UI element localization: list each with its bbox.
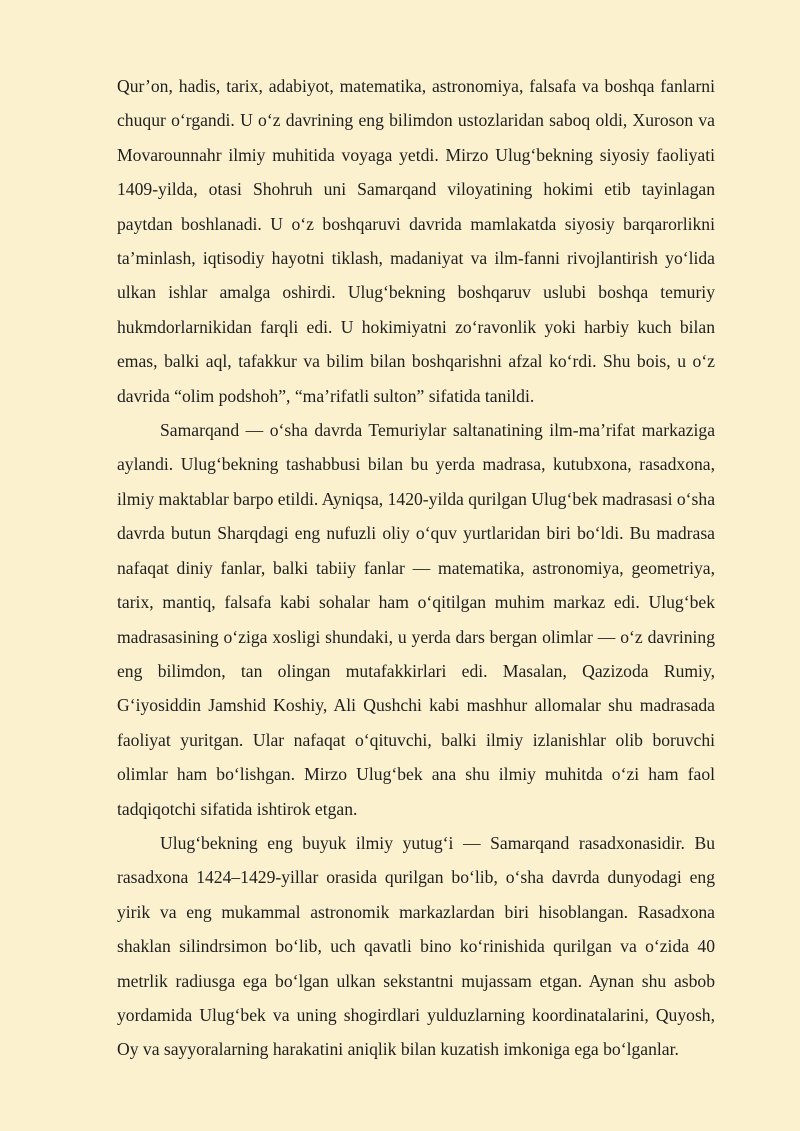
paragraph-3: Ulug‘bekning eng buyuk ilmiy yutug‘i — Samarqand rasadxonasidir. Bu rasadxona 1424–1429-yillar orasida qurilgan bo‘lib, o‘sha davrda dunyodagi eng yirik va eng mukammal astronomik markazlardan biri hisoblangan. Rasadxona shaklan silindrsimon bo‘lib, uch qavatli bino ko‘rinishida qurilgan va o‘zida 40 metrlik radiusga ega bo‘lgan ulkan sekstantni mujassam etgan. Aynan shu asbob yordamida Ulug‘bek va uning shogirdlari yulduzlarning koordinatalarini, Quyosh, Oy va sayyoralarning harakatini aniqlik bilan kuzatish imkoniga ega bo‘lganlar.	[117, 832, 715, 1060]
paragraph-2: Samarqand — o‘sha davrda Temuriylar saltanatining ilm-ma’rifat markaziga aylandi. Ulug‘bekning tashabbusi bilan bu yerda madrasa, kutubxona, rasadxona, ilmiy maktablar barpo etildi. Ayniqsa, 1420-yilda qurilgan Ulug‘bek madrasasi o‘sha davrda butun Sharqdagi eng nufuzli oliy o‘quv yurtlaridan biri bo‘ldi. Bu madrasa nafaqat diniy fanlar, balki tabiiy fanlar — matematika, astronomiya, geometriya, tarix, mantiq, falsafa kabi sohalar ham o‘qitilgan muhim markaz edi. Ulug‘bek madrasasining o‘ziga xosligi shundaki, u yerda dars bergan olimlar — o‘z davrining eng bilimdon, tan olingan mutafakkirlari edi. Masalan, Qazizoda Rumiy, G‘iyosiddin Jamshid Koshiy, Ali Qushchi kabi mashhur allomalar shu madrasada faoliyat yuritgan. Ular nafaqat o‘qituvchi, balki ilmiy izlanishlar olib boruvchi olimlar ham bo‘lishgan. Mirzo Ulug‘bek ana shu ilmiy muhitda o‘zi ham faol tadqiqotchi sifatida ishtirok etgan.	[117, 420, 715, 819]
paragraph-1: Qur’on, hadis, tarix, adabiyot, matematika, astronomiya, falsafa va boshqa fanlarni chuqur o‘rgandi. U o‘z davrining eng bilimdon ustozlaridan saboq oldi, Xuroson va Movarounnahr ilmiy muhitida voyaga yetdi. Mirzo Ulug‘bekning siyosiy faoliyati 1409-yilda, otasi Shohruh uni Samarqand viloyatining hokimi etib tayinlagan paytdan boshlanadi. U o‘z boshqaruvi davrida mamlakatda siyosiy barqarorlikni ta’minlash, iqtisodiy hayotni tiklash, madaniyat va ilm-fanni rivojlantirish yo‘lida ulkan ishlar amalga oshirdi. Ulug‘bekning boshqaruv uslubi boshqa temuriy hukmdorlarnikidan farqli edi. U hokimiyatni zo‘ravonlik yoki harbiy kuch bilan emas, balki aql, tafakkur va bilim bilan boshqarishni afzal ko‘rdi. Shu bois, u o‘z davrida “olim podshoh”, “ma’rifatli sulton” sifatida tanildi.	[117, 76, 715, 406]
